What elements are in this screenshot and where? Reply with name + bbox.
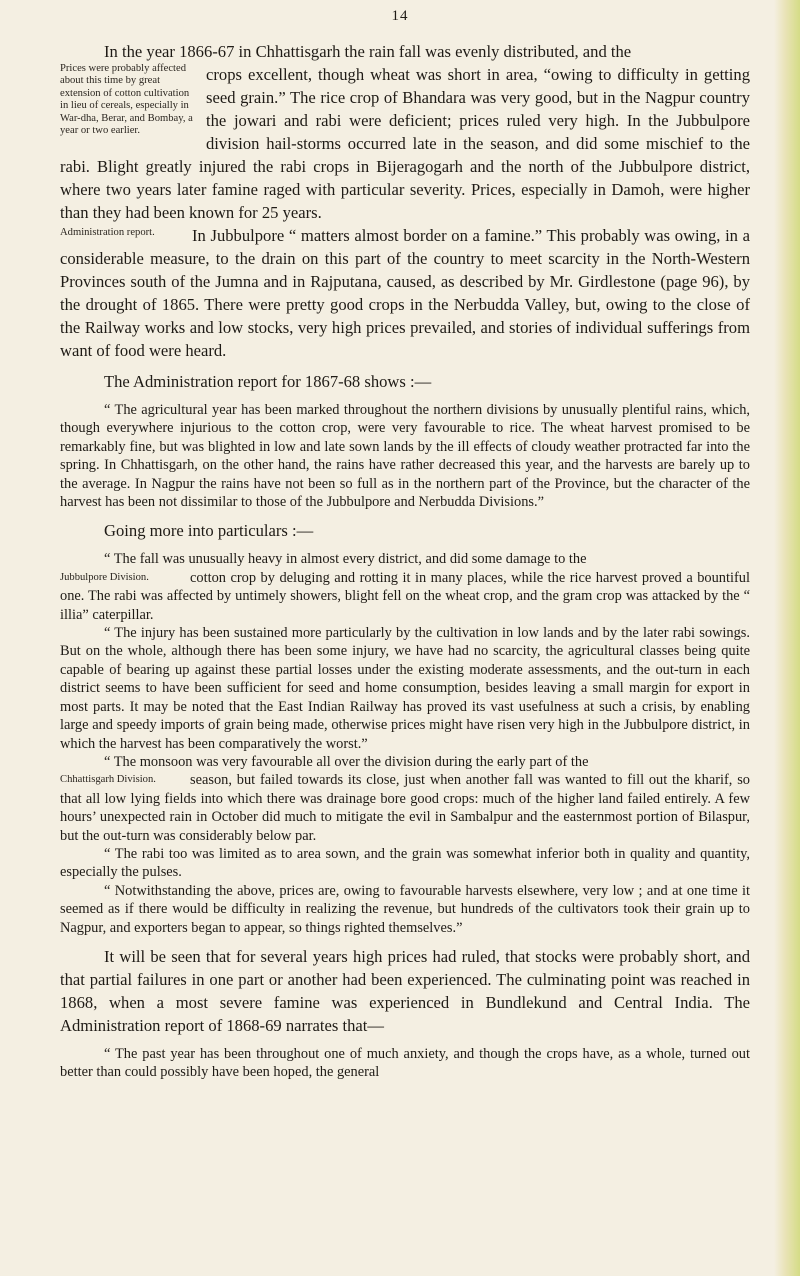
quote6: “ Notwithstanding the above, prices are, owing to favourable harvests elsewhere, very low ; and at one time it seemed as if there would be difficulty in realizing the revenue, but hundreds of the cultivators took their grain up to Nagpur, and exporters began to appear, so things righted themselves.” [60, 882, 750, 936]
para4: Going more into particulars :— [104, 521, 314, 541]
margin-note-jubbulpore: Jubbulpore Division. [60, 571, 149, 583]
margin-note-admin-report: Administration report. [60, 227, 155, 238]
quote4-block [60, 771, 750, 845]
quote1: “ The agricultural year has been marked throughout the northern divisions by unusually plentiful rains, which, though everywhere injurious to the cotton crop, were very favourable to rice. The wheat harvest promised to be remarkably fine, but was blighted in low and late sown lands by the ill effects of cloudy weather protracted far into the spring. In Chhattisgarh, on the other hand, the rains have rather decreased this year, and the harvests are barely up to the average. In Nagpur the rains have not been so full as in the northern part of the Province, but the character of the harvest has been not dissimilar to those of the Jubbulpore and Nerbudda Divisions.” [60, 402, 750, 511]
margin-note-chhattisgarh: Chhattisgarh Division. [60, 774, 156, 786]
para2-block [60, 224, 750, 362]
quote7: “ The past year has been throughout one of much anxiety, and though the crops have, as a whole, turned out better than could possibly have been hoped, the general [60, 1045, 750, 1081]
quote4-lead: “ The monsoon was very favourable all over the division during the early part of the [104, 753, 589, 770]
para1-lead: In the year 1866-67 in Chhattisgarh the rain fall was evenly distributed, and the [104, 42, 632, 61]
quote4-text: season, but failed towards its close, just when another fall was wanted to fill out the kharif, so that all low lying fields into which there was drainage bore good crops: much of the higher land failed entirely. A few hours’ unexpected rain in October did much to mitigate the evil in Sambalpur and the easternmost portion of Bilaspur, but the out-turn was considerably below par. [60, 772, 750, 844]
quote2-text: cotton crop by deluging and rotting it in many places, while the rice harvest proved a bountiful one. The rabi was affected by untimely showers, blight fell on the wheat crop, and the gram crop was attacked by the “ illia” caterpillar. [60, 569, 750, 623]
margin-note-prices: Prices were probably affected about this time by great extension of cotton cultivation in lieu of cereals, especially in War-dha, Berar, and Bombay, a year or two earlier. [60, 63, 193, 137]
quote5: “ The rabi too was limited as to area sown, and the grain was somewhat inferior both in quality and quantity, especially the pulses. [60, 845, 750, 881]
para2-text: In Jubbulpore “ matters almost border on a famine.” This probably was owing, in a considerable measure, to the drain on this part of the country to meet scarcity in the North-Western Provinces south of the Jumna and in Rajputana, caused, as described by Mr. Girdlestone (page 96), by the drought of 1865. There were pretty good crops in the Nerbudda Valley, but, owing to the close of the Railway works and low stocks, very high prices prevailed, and stories of individual sufferings from want of food were heard. [60, 226, 750, 360]
para3: The Administration report for 1867-68 shows :— [104, 372, 432, 391]
quote2-lead: “ The fall was unusually heavy in almost every district, and did some damage to the [104, 551, 587, 568]
page-edge [774, 0, 800, 1276]
quote2-block [60, 569, 750, 624]
para5: It will be seen that for several years high prices had ruled, that stocks were probably short, and that partial failures in one part or another had been experienced. The culminating point was reached in 1868, when a most severe famine was experienced in Bundlekund and Central India. The Administration report of 1868-69 narrates that— [60, 946, 750, 1035]
para1-text: crops excellent, though wheat was short in area, “owing to difficulty in getting seed grain.” The rice crop of Bhandara was very good, but in the Nagpur country the jowari and rabi were deficient; prices ruled very high. In the Jubbulpore division hail-storms occurred late in the season, and did some mischief to the rabi. Blight greatly injured the rabi crops in Bijeragogarh and the north of the Jubbulpore district, where two years later famine raged with particular severity. Prices, especially in Damoh, were higher than they had been known for 25 years. [60, 65, 750, 222]
quote3: “ The injury has been sustained more particularly by the cultivation in low lands and by the later rabi sowings. But on the whole, although there has been some injury, we have had no scarcity, the agricultural classes being quite capable of bearing up against these partial losses under the existing moderate assessments, and the out-turn in each district seems to have been sufficient for seed and home consumption, besides leaving a small margin for export in most parts. It may be noted that the East Indian Railway has proved its vast usefulness at such a crisis, by enabling large and speedy imports of grain being made, otherwise prices might have risen very high in the Jubbulpore district, in which the harvest has been comparatively the worst.” [60, 625, 750, 752]
text-column [60, 40, 750, 1082]
page-number: 14 [391, 8, 409, 24]
para1-block [60, 63, 750, 224]
